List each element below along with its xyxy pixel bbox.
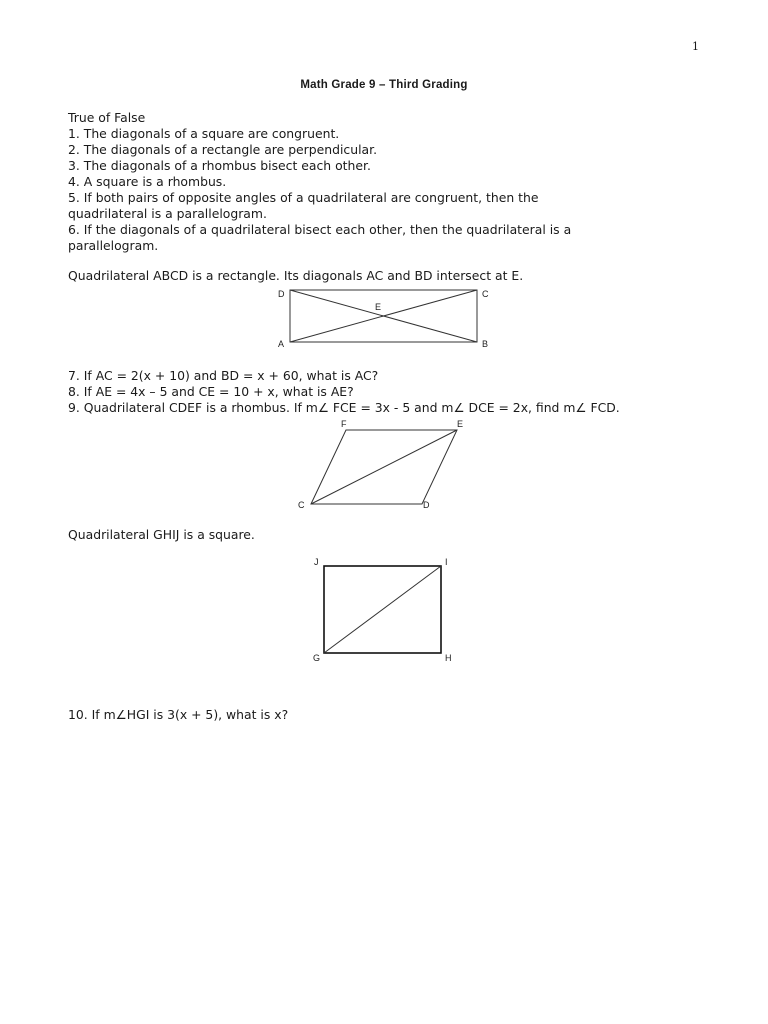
square-ghij-figure bbox=[306, 554, 466, 666]
diagonal-ce bbox=[311, 430, 457, 504]
document-title: Math Grade 9 – Third Grading bbox=[300, 79, 468, 91]
rhombus-cdef-figure bbox=[294, 418, 494, 514]
true-false-item: 5. If both pairs of opposite angles of a quadrilateral are congruent, then the bbox=[68, 190, 539, 205]
section-heading: True of False bbox=[68, 110, 146, 125]
diagonal-gi bbox=[324, 566, 441, 653]
vertex-label-f: F bbox=[341, 419, 347, 429]
question-8: 8. If AE = 4x – 5 and CE = 10 + x, what is AE? bbox=[68, 384, 354, 399]
vertex-label-e: E bbox=[375, 302, 382, 312]
square-problem-statement: Quadrilateral GHIJ is a square. bbox=[68, 527, 255, 542]
vertex-label-i: I bbox=[445, 557, 448, 567]
true-false-item: 3. The diagonals of a rhombus bisect each other. bbox=[68, 158, 371, 173]
vertex-label-c: C bbox=[298, 500, 305, 510]
question-7: 7. If AC = 2(x + 10) and BD = x + 60, what is AC? bbox=[68, 368, 379, 383]
vertex-label-c: C bbox=[482, 289, 489, 299]
question-9: 9. Quadrilateral CDEF is a rhombus. If m∠ FCE = 3x - 5 and m∠ DCE = 2x, find m∠ FCD. bbox=[68, 400, 620, 415]
vertex-label-h: H bbox=[445, 653, 452, 663]
question-10: 10. If m∠HGI is 3(x + 5), what is x? bbox=[68, 707, 289, 722]
rectangle-abcd-figure bbox=[270, 284, 500, 352]
vertex-label-e: E bbox=[457, 419, 464, 429]
true-false-item: 4. A square is a rhombus. bbox=[68, 174, 227, 189]
vertex-label-d: D bbox=[423, 500, 430, 510]
true-false-item-continued: quadrilateral is a parallelogram. bbox=[68, 206, 267, 221]
vertex-label-d: D bbox=[278, 289, 285, 299]
page-number: 1 bbox=[692, 40, 699, 53]
true-false-item: 1. The diagonals of a square are congruent. bbox=[68, 126, 340, 141]
true-false-item: 2. The diagonals of a rectangle are perpendicular. bbox=[68, 142, 378, 157]
rectangle-problem-statement: Quadrilateral ABCD is a rectangle. Its diagonals AC and BD intersect at E. bbox=[68, 268, 524, 283]
vertex-label-a: A bbox=[278, 339, 285, 349]
vertex-label-j: J bbox=[314, 557, 319, 567]
vertex-label-b: B bbox=[482, 339, 489, 349]
vertex-label-g: G bbox=[313, 653, 321, 663]
true-false-item: 6. If the diagonals of a quadrilateral bisect each other, then the quadrilateral is a bbox=[68, 222, 572, 237]
true-false-item-continued: parallelogram. bbox=[68, 238, 159, 253]
